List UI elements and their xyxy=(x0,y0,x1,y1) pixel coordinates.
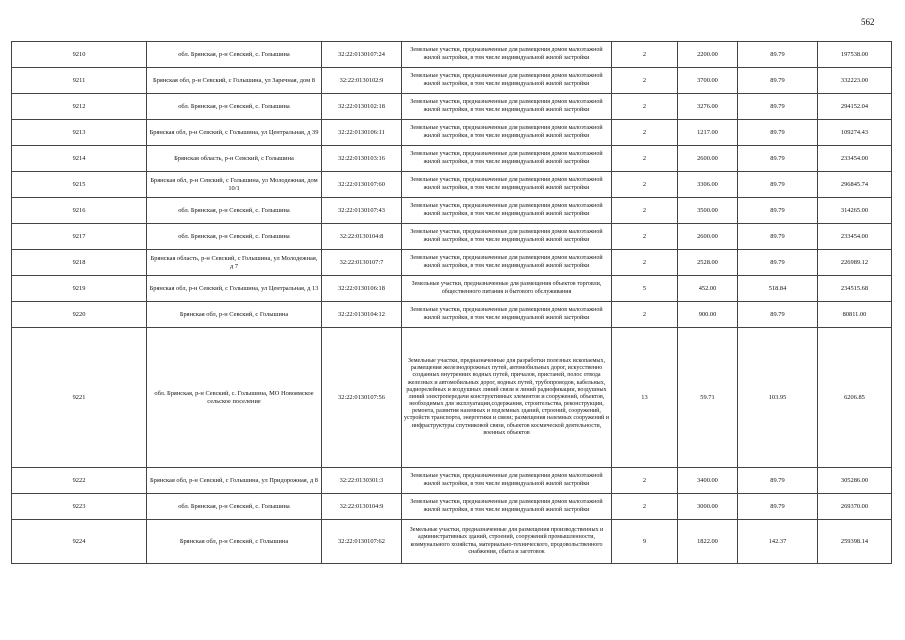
area-cell: 2600.00 xyxy=(678,224,738,250)
use-group-cell: 2 xyxy=(612,94,678,120)
area-cell: 3306.00 xyxy=(678,172,738,198)
row-number-cell: 9213 xyxy=(12,120,147,146)
use-group-cell: 2 xyxy=(612,468,678,494)
cadastral-number-cell: 32:22:0130104:12 xyxy=(322,302,402,328)
cadastral-value-cell: 6206.85 xyxy=(818,328,892,468)
table-row xyxy=(12,42,892,68)
table-row xyxy=(12,224,892,250)
area-cell: 2200.00 xyxy=(678,42,738,68)
use-group-cell: 5 xyxy=(612,276,678,302)
area-cell: 1217.00 xyxy=(678,120,738,146)
land-use-cell: Земельные участки, предназначенные для размещения домов малоэтажной жилой застройки, в том числе индивидуальной жилой застройки xyxy=(402,42,612,68)
area-cell: 2600.00 xyxy=(678,146,738,172)
land-use-cell: Земельные участки, предназначенные для размещения домов малоэтажной жилой застройки, в том числе индивидуальной жилой застройки xyxy=(402,94,612,120)
address-cell: обл. Брянская, р-н Севский, с. Голышина xyxy=(147,198,322,224)
table-row xyxy=(12,146,892,172)
table-row xyxy=(12,120,892,146)
cadastral-number-cell: 32:22:0130104:8 xyxy=(322,224,402,250)
cadastral-number-cell: 32:22:0130103:16 xyxy=(322,146,402,172)
page-number: 562 xyxy=(861,17,875,27)
land-use-cell: Земельные участки, предназначенные для размещения домов малоэтажной жилой застройки, в том числе индивидуальной жилой застройки xyxy=(402,172,612,198)
address-cell: Брянская область, р-н Севский, с Голышина xyxy=(147,146,322,172)
use-group-cell: 13 xyxy=(612,328,678,468)
area-cell: 900.00 xyxy=(678,302,738,328)
address-cell: Брянская обл, р-н Севский, с Голышина, ул Заречная, дом 8 xyxy=(147,68,322,94)
use-group-cell: 2 xyxy=(612,120,678,146)
table-row xyxy=(12,302,892,328)
area-cell: 452.00 xyxy=(678,276,738,302)
row-number-cell: 9210 xyxy=(12,42,147,68)
cadastral-number-cell: 32:22:0130107:56 xyxy=(322,328,402,468)
cadastral-value-cell: 109274.43 xyxy=(818,120,892,146)
land-use-cell: Земельные участки, предназначенные для размещения домов малоэтажной жилой застройки, в том числе индивидуальной жилой застройки xyxy=(402,468,612,494)
cadastral-number-cell: 32:22:0130301:3 xyxy=(322,468,402,494)
cadastral-value-cell: 305286.00 xyxy=(818,468,892,494)
row-number-cell: 9214 xyxy=(12,146,147,172)
table-row xyxy=(12,250,892,276)
cadastral-number-cell: 32:22:0130102:18 xyxy=(322,94,402,120)
area-cell: 3400.00 xyxy=(678,468,738,494)
use-group-cell: 2 xyxy=(612,250,678,276)
area-cell: 3000.00 xyxy=(678,494,738,520)
row-number-cell: 9220 xyxy=(12,302,147,328)
specific-value-cell: 89.79 xyxy=(738,494,818,520)
specific-value-cell: 89.79 xyxy=(738,224,818,250)
cadastral-value-cell: 234515.68 xyxy=(818,276,892,302)
area-cell: 1822.00 xyxy=(678,520,738,564)
cadastral-value-cell: 259398.14 xyxy=(818,520,892,564)
row-number-cell: 9222 xyxy=(12,468,147,494)
address-cell: обл. Брянская, р-н Севский, с. Голышина xyxy=(147,494,322,520)
cadastral-value-cell: 80811.00 xyxy=(818,302,892,328)
cadastral-number-cell: 32:22:0130107:60 xyxy=(322,172,402,198)
address-cell: Брянская область, р-н Севский, с Голышина, ул Молодежная, д 7 xyxy=(147,250,322,276)
specific-value-cell: 89.79 xyxy=(738,94,818,120)
table-row xyxy=(12,494,892,520)
specific-value-cell: 89.79 xyxy=(738,120,818,146)
specific-value-cell: 89.79 xyxy=(738,68,818,94)
cadastral-value-cell: 226989.12 xyxy=(818,250,892,276)
specific-value-cell: 142.37 xyxy=(738,520,818,564)
address-cell: Брянская обл, р-н Севский, с Голышина, ул Центральная, д 39 xyxy=(147,120,322,146)
land-use-cell: Земельные участки, предназначенные для размещения домов малоэтажной жилой застройки, в том числе индивидуальной жилой застройки xyxy=(402,494,612,520)
land-use-cell: Земельные участки, предназначенные для размещения домов малоэтажной жилой застройки, в том числе индивидуальной жилой застройки xyxy=(402,250,612,276)
use-group-cell: 2 xyxy=(612,302,678,328)
cadastral-number-cell: 32:22:0130107:43 xyxy=(322,198,402,224)
cadastral-value-cell: 233454.00 xyxy=(818,224,892,250)
address-cell: обл. Брянская, р-н Севский, с. Голышина, МО Новоямское сельское поселение xyxy=(147,328,322,468)
address-cell: Брянская обл, р-н Севский, с Голышина, ул Придорожная, д 8 xyxy=(147,468,322,494)
land-use-cell: Земельные участки, предназначенные для размещения домов малоэтажной жилой застройки, в том числе индивидуальной жилой застройки xyxy=(402,146,612,172)
cadastral-number-cell: 32:22:0130102:9 xyxy=(322,68,402,94)
specific-value-cell: 89.79 xyxy=(738,172,818,198)
address-cell: Брянская обл, р-н Севский, с Голышина, ул Центральная, д 13 xyxy=(147,276,322,302)
area-cell: 3700.00 xyxy=(678,68,738,94)
specific-value-cell: 89.79 xyxy=(738,250,818,276)
row-number-cell: 9223 xyxy=(12,494,147,520)
table-row xyxy=(12,328,892,468)
cadastral-value-cell: 197538.00 xyxy=(818,42,892,68)
use-group-cell: 2 xyxy=(612,146,678,172)
table-row xyxy=(12,276,892,302)
cadastral-value-cell: 294152.04 xyxy=(818,94,892,120)
use-group-cell: 2 xyxy=(612,172,678,198)
row-number-cell: 9217 xyxy=(12,224,147,250)
row-number-cell: 9215 xyxy=(12,172,147,198)
specific-value-cell: 518.84 xyxy=(738,276,818,302)
specific-value-cell: 103.95 xyxy=(738,328,818,468)
cadastral-number-cell: 32:22:0130107:7 xyxy=(322,250,402,276)
table-row xyxy=(12,172,892,198)
cadastral-number-cell: 32:22:0130107:24 xyxy=(322,42,402,68)
land-use-cell: Земельные участки, предназначенные для размещения объектов торговли, общественного питания и бытового обслуживания xyxy=(402,276,612,302)
table-row xyxy=(12,198,892,224)
land-use-cell: Земельные участки, предназначенные для разработки полезных ископаемых, размещения железнодорожных путей, автомобильных дорог, искусственно созданных внутренних водных путей, причалов, пристаней, полос отвода железных и автомобильных дорог, водных путей, трубопроводов, кабельных, радиорелейных и воздушных линий связи и линий радиофикации, воздушных линий электропередачи конструктивных элементов и сооружений, объектов, необходимых для эксплуатации,содержания, строительства, реконструкции, ремонта, развития наземных и подземных зданий, строений, сооружений, устройств транспорта, энергетики и связи; размещения наземных сооружений и инфраструктуры спутниковой связи, объектов космической деятельности, военных объектов xyxy=(402,328,612,468)
land-use-cell: Земельные участки, предназначенные для размещения домов малоэтажной жилой застройки, в том числе индивидуальной жилой застройки xyxy=(402,68,612,94)
use-group-cell: 2 xyxy=(612,224,678,250)
use-group-cell: 2 xyxy=(612,198,678,224)
land-use-cell: Земельные участки, предназначенные для размещения домов малоэтажной жилой застройки, в том числе индивидуальной жилой застройки xyxy=(402,198,612,224)
land-use-cell: Земельные участки, предназначенные для размещения домов малоэтажной жилой застройки, в том числе индивидуальной жилой застройки xyxy=(402,120,612,146)
area-cell: 3276.00 xyxy=(678,94,738,120)
land-use-cell: Земельные участки, предназначенные для размещения домов малоэтажной жилой застройки, в том числе индивидуальной жилой застройки xyxy=(402,302,612,328)
cadastral-number-cell: 32:22:0130104:9 xyxy=(322,494,402,520)
address-cell: Брянская обл, р-н Севский, с Голышина xyxy=(147,302,322,328)
address-cell: Брянская обл, р-н Севский, с Голышина, ул Молодежная, дом 10/1 xyxy=(147,172,322,198)
cadastral-number-cell: 32:22:0130106:11 xyxy=(322,120,402,146)
address-cell: обл. Брянская, р-н Севский, с. Голышина xyxy=(147,224,322,250)
specific-value-cell: 89.79 xyxy=(738,198,818,224)
table-row xyxy=(12,468,892,494)
land-use-cell: Земельные участки, предназначенные для размещения производственных и административных зданий, строений, сооружений промышленности, коммунального хозяйства, материально-технического, продовольственного снабжения, сбыта и заготовок xyxy=(402,520,612,564)
use-group-cell: 9 xyxy=(612,520,678,564)
row-number-cell: 9224 xyxy=(12,520,147,564)
cadastral-value-cell: 296845.74 xyxy=(818,172,892,198)
table-row xyxy=(12,68,892,94)
use-group-cell: 2 xyxy=(612,494,678,520)
specific-value-cell: 89.79 xyxy=(738,146,818,172)
row-number-cell: 9219 xyxy=(12,276,147,302)
cadastral-value-cell: 332223.00 xyxy=(818,68,892,94)
land-parcels-table xyxy=(11,41,892,564)
specific-value-cell: 89.79 xyxy=(738,302,818,328)
row-number-cell: 9221 xyxy=(12,328,147,468)
row-number-cell: 9218 xyxy=(12,250,147,276)
cadastral-number-cell: 32:22:0130106:18 xyxy=(322,276,402,302)
specific-value-cell: 89.79 xyxy=(738,42,818,68)
area-cell: 3500.00 xyxy=(678,198,738,224)
row-number-cell: 9216 xyxy=(12,198,147,224)
area-cell: 2528.00 xyxy=(678,250,738,276)
cadastral-value-cell: 233454.00 xyxy=(818,146,892,172)
table-row xyxy=(12,520,892,564)
address-cell: обл. Брянская, р-н Севский, с. Голышина xyxy=(147,94,322,120)
cadastral-number-cell: 32:22:0130107:62 xyxy=(322,520,402,564)
land-use-cell: Земельные участки, предназначенные для размещения домов малоэтажной жилой застройки, в том числе индивидуальной жилой застройки xyxy=(402,224,612,250)
row-number-cell: 9211 xyxy=(12,68,147,94)
use-group-cell: 2 xyxy=(612,68,678,94)
row-number-cell: 9212 xyxy=(12,94,147,120)
address-cell: обл. Брянская, р-н Севский, с. Голышина xyxy=(147,42,322,68)
address-cell: Брянская обл, р-н Севский, с Голышина xyxy=(147,520,322,564)
cadastral-value-cell: 314265.00 xyxy=(818,198,892,224)
specific-value-cell: 89.79 xyxy=(738,468,818,494)
table-row xyxy=(12,94,892,120)
use-group-cell: 2 xyxy=(612,42,678,68)
area-cell: 59.71 xyxy=(678,328,738,468)
cadastral-value-cell: 269370.00 xyxy=(818,494,892,520)
